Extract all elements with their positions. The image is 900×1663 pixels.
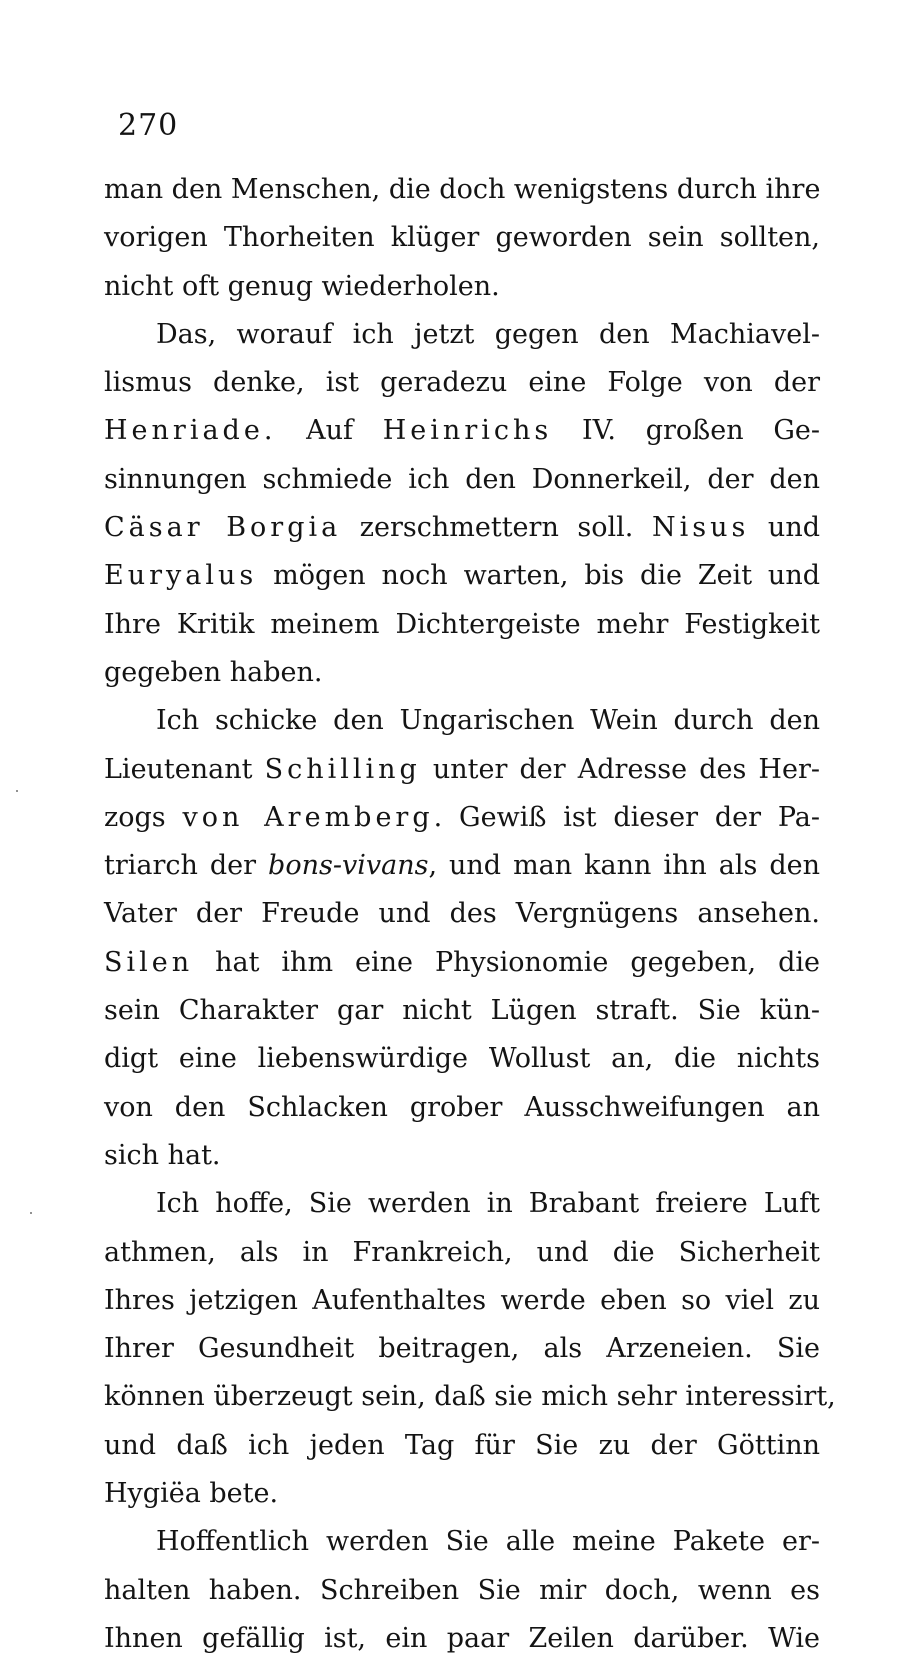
text-line-31: Ihnen gefällig ist, ein paar Zeilen darüber. Wie [104, 1622, 820, 1654]
text-line-14: zogs von Aremberg. Gewiß ist dieser der Pa- [104, 801, 820, 833]
text-line-25: Ihrer Gesundheit beitragen, als Arzeneien. Sie [104, 1333, 820, 1365]
spaced-word: Silen [104, 946, 194, 978]
text-line-8: Cäsar Borgia zerschmettern soll. Nisus und [104, 512, 820, 544]
text-line-23: athmen, als in Frankreich, und die Sicherheit [104, 1236, 820, 1268]
text-line-27: und daß ich jeden Tag für Sie zu der Göttinn [104, 1429, 820, 1461]
body-text [104, 166, 836, 1663]
spaced-word: Cäsar Borgia [104, 512, 342, 544]
paper-speck [16, 790, 18, 792]
text-line-10: Ihre Kritik meinem Dichtergeiste mehr Festigkeit [104, 608, 820, 640]
text-line-2: vorigen Thorheiten klüger geworden sein sollten, [104, 222, 820, 254]
spaced-word: Schilling [264, 753, 421, 785]
text-line-4: Das, worauf ich jetzt gegen den Machiavel- [156, 318, 820, 350]
text-line-11: gegeben haben. [104, 656, 323, 688]
text-line-6: Henriade. Auf Heinrichs IV. großen Ge- [104, 415, 820, 447]
spaced-word: Nisus [651, 512, 750, 544]
text-line-21: sich hat. [104, 1139, 221, 1171]
spaced-word: Henriade. [104, 415, 277, 447]
text-line-17: Silen hat ihm eine Physionomie gegeben, die [104, 946, 820, 978]
spaced-word: Euryalus [104, 560, 258, 592]
page-number: 270 [118, 108, 179, 143]
text-line-7: sinnungen schmiede ich den Donnerkeil, der den [104, 463, 820, 495]
text-line-22: Ich hoffe, Sie werden in Brabant freiere Luft [156, 1188, 820, 1220]
text-line-12: Ich schicke den Ungarischen Wein durch den [156, 705, 820, 737]
text-line-18: sein Charakter gar nicht Lügen straft. Sie kün- [104, 995, 820, 1027]
spaced-word: Heinrichs [382, 415, 553, 447]
text-line-15: triarch der bons-vivans, und man kann ihn als den [104, 850, 820, 882]
text-line-19: digt eine liebenswürdige Wollust an, die nichts [104, 1043, 820, 1075]
text-line-5: lismus denke, ist geradezu eine Folge von der [104, 367, 820, 399]
spaced-word: von Aremberg [182, 801, 434, 833]
text-line-26: können überzeugt sein, daß sie mich sehr interessirt, [104, 1381, 836, 1413]
text-line-20: von den Schlacken grober Ausschweifungen an [104, 1091, 820, 1123]
text-line-29: Hoffentlich werden Sie alle meine Pakete er- [156, 1526, 820, 1558]
text-line-3: nicht oft genug wiederholen. [104, 270, 500, 302]
text-line-13: Lieutenant Schilling unter der Adresse des Her- [104, 753, 820, 785]
text-line-28: Hygiëa bete. [104, 1478, 279, 1510]
text-line-16: Vater der Freude und des Vergnügens ansehen. [104, 898, 820, 930]
italic-phrase: bons-vivans [268, 850, 429, 882]
text-line-1: man den Menschen, die doch wenigstens durch ihre [104, 174, 821, 205]
paper-speck [30, 1212, 32, 1214]
text-line-24: Ihres jetzigen Aufenthaltes werde eben so viel zu [104, 1284, 820, 1316]
text-line-30: halten haben. Schreiben Sie mir doch, wenn es [104, 1574, 820, 1606]
text-line-9: Euryalus mögen noch warten, bis die Zeit und [104, 560, 820, 592]
